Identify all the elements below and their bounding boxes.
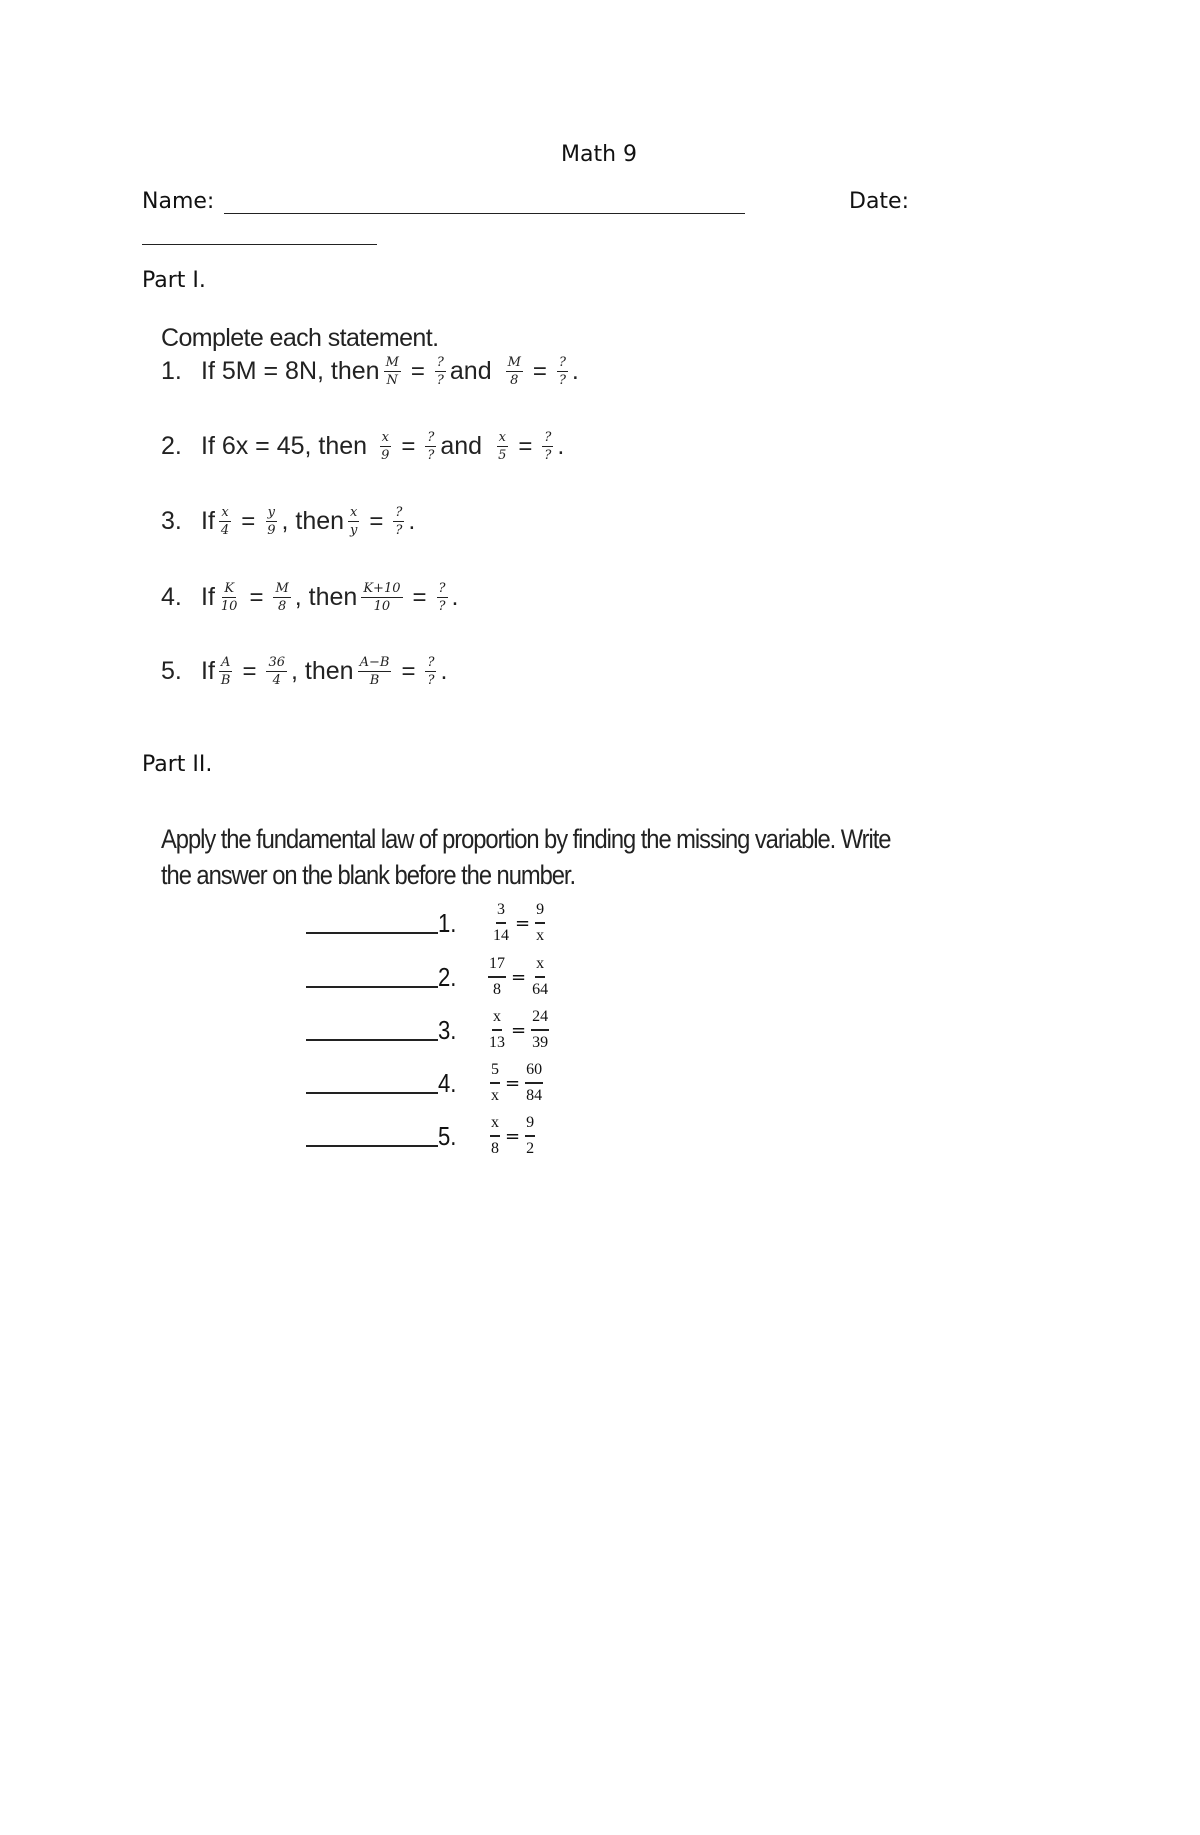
fraction-denominator: 10 [220, 599, 238, 614]
fraction [492, 901, 510, 945]
fraction-denominator: ? [544, 448, 552, 463]
statement-number: 4. [161, 583, 182, 611]
fraction-numerator: A [220, 655, 231, 670]
equals-sign: = [241, 507, 256, 535]
fraction-denominator: 8 [277, 599, 287, 614]
equals-sign: = [511, 1019, 527, 1041]
fraction [379, 431, 391, 462]
fraction-numerator: x [490, 1114, 500, 1137]
fraction-denominator: 2 [526, 1140, 535, 1157]
problem-number: 5. [438, 1120, 457, 1151]
fraction [525, 1114, 535, 1158]
fraction-denominator: N [386, 373, 398, 388]
statement-text: If [201, 507, 215, 535]
fraction-numerator: A−B [359, 655, 390, 670]
statement-text: If [201, 657, 215, 685]
fraction [506, 356, 523, 387]
fraction [384, 356, 401, 387]
statement-text: If 5M = 8N, then [201, 357, 380, 385]
part1-heading: Part I. [142, 268, 206, 293]
fraction-numerator: 17 [488, 955, 506, 978]
name-label: Name: [142, 189, 215, 214]
statement-text: and [440, 432, 483, 460]
fraction [219, 656, 233, 687]
fraction-numerator: x [535, 955, 545, 978]
fraction-numerator: x [381, 430, 389, 445]
statement-number: 1. [161, 357, 182, 385]
statement-number: 2. [161, 432, 182, 460]
fraction-numerator: ? [544, 430, 552, 445]
answer-blank[interactable] [306, 1092, 438, 1094]
equals-sign: = [369, 507, 384, 535]
fraction-numerator: 3 [496, 901, 506, 924]
fraction-denominator: 64 [532, 981, 549, 998]
statement-period: . [440, 657, 448, 685]
fraction [273, 582, 290, 613]
equals-sign: = [249, 583, 264, 611]
fraction-denominator: ? [395, 523, 403, 538]
problem-number: 2. [438, 961, 457, 992]
fraction-denominator: x [536, 927, 545, 944]
fraction [525, 1061, 543, 1105]
fraction-numerator: 36 [268, 655, 286, 670]
fraction-numerator: y [267, 505, 276, 520]
statement-text: If [201, 583, 215, 611]
equals-sign: = [515, 912, 531, 934]
fraction-denominator: ? [427, 448, 435, 463]
problem-number: 4. [438, 1067, 457, 1098]
fraction-numerator: 5 [490, 1061, 500, 1084]
statement-number: 3. [161, 507, 182, 535]
statement-text: , then [294, 583, 358, 611]
proportion-row [306, 1108, 538, 1164]
fraction-denominator: ? [558, 373, 566, 388]
fraction [531, 955, 549, 999]
proportion-row [306, 895, 548, 951]
fraction [435, 356, 446, 387]
statement-row [161, 582, 458, 613]
part2-heading: Part II. [142, 752, 213, 777]
proportion-row [306, 1055, 546, 1111]
fraction [488, 1008, 506, 1052]
equals-sign: = [532, 357, 547, 385]
proportion-row [306, 949, 552, 1005]
answer-blank[interactable] [306, 1145, 438, 1147]
fraction-denominator: 8 [493, 981, 501, 998]
fraction [488, 955, 506, 999]
statement-text: , then [281, 507, 345, 535]
fraction [557, 356, 568, 387]
fraction-denominator: 8 [510, 373, 519, 388]
part2-instruction-line1: Apply the fundamental law of proportion by finding the missing variable. Write [161, 824, 891, 854]
fraction-denominator: 9 [381, 448, 390, 463]
answer-blank[interactable] [306, 1039, 438, 1041]
fraction-denominator: 4 [272, 673, 281, 688]
fraction-denominator: 9 [267, 523, 276, 538]
fraction-denominator: y [350, 523, 358, 538]
part2-instruction-line2: the answer on the blank before the number. [161, 860, 575, 890]
fraction-numerator: 24 [531, 1008, 549, 1031]
fraction-denominator: ? [436, 373, 444, 388]
fraction-numerator: ? [436, 355, 444, 370]
fraction-numerator: x [350, 505, 358, 520]
fraction [266, 656, 287, 687]
statement-number: 5. [161, 657, 182, 685]
fraction [393, 506, 404, 537]
equals-sign: = [242, 657, 257, 685]
fraction [348, 506, 359, 537]
statement-text: and [449, 357, 492, 385]
statement-row [161, 656, 447, 687]
date-label: Date: [849, 189, 909, 214]
fraction-numerator: 9 [535, 901, 545, 924]
fraction [219, 506, 231, 537]
fraction-denominator: 84 [526, 1087, 543, 1104]
equals-sign: = [511, 966, 527, 988]
fraction-denominator: ? [427, 673, 435, 688]
statement-row [161, 431, 564, 462]
fraction [490, 1061, 500, 1105]
fraction-denominator: x [491, 1087, 499, 1104]
fraction-numerator: ? [427, 655, 435, 670]
fraction [490, 1114, 500, 1158]
proportion-row [306, 1002, 552, 1058]
answer-blank[interactable] [306, 986, 438, 988]
name-blank[interactable] [224, 213, 745, 214]
fraction-numerator: 9 [525, 1114, 535, 1137]
fraction [361, 582, 402, 613]
fraction [437, 582, 448, 613]
fraction [219, 582, 240, 613]
fraction-denominator: 39 [532, 1034, 549, 1051]
statement-period: . [451, 583, 459, 611]
fraction-numerator: ? [558, 355, 566, 370]
fraction-numerator: x [498, 430, 506, 445]
fraction-denominator: B [220, 673, 231, 688]
equals-sign: = [410, 357, 425, 385]
problem-number: 1. [438, 907, 457, 938]
equals-sign: = [401, 432, 416, 460]
statement-period: . [571, 357, 579, 385]
statement-row [161, 356, 579, 387]
fraction-denominator: 5 [498, 448, 507, 463]
fraction-numerator: M [507, 355, 521, 370]
fraction-numerator: ? [438, 581, 446, 596]
problem-number: 3. [438, 1014, 457, 1045]
fraction-numerator: 60 [525, 1061, 543, 1084]
answer-blank[interactable] [306, 932, 438, 934]
equals-sign: = [401, 657, 416, 685]
statement-text: , then [291, 657, 354, 685]
statement-row [161, 506, 415, 537]
equals-sign: = [505, 1072, 521, 1094]
fraction [425, 431, 436, 462]
fraction-denominator: 4 [220, 523, 230, 538]
fraction-numerator: x [221, 505, 229, 520]
equals-sign: = [518, 432, 533, 460]
page-title: Math 9 [561, 142, 638, 167]
fraction-numerator: M [385, 355, 399, 370]
equals-sign: = [412, 583, 427, 611]
fraction [542, 431, 553, 462]
fraction [531, 1008, 549, 1052]
fraction-numerator: ? [427, 430, 435, 445]
fraction-numerator: K+10 [363, 581, 401, 596]
fraction [265, 506, 277, 537]
date-blank[interactable] [142, 244, 377, 245]
equals-sign: = [505, 1125, 521, 1147]
fraction-denominator: 10 [373, 599, 391, 614]
statement-period: . [408, 507, 416, 535]
statement-period: . [557, 432, 565, 460]
fraction [535, 901, 545, 945]
fraction-denominator: 13 [489, 1034, 505, 1051]
fraction-denominator: 8 [491, 1140, 499, 1157]
statement-text: If 6x = 45, then [201, 432, 368, 460]
fraction-numerator: x [492, 1008, 502, 1031]
fraction-numerator: M [275, 581, 289, 596]
fraction-numerator: ? [395, 505, 403, 520]
fraction-denominator: B [369, 673, 380, 688]
fraction [496, 431, 508, 462]
fraction-numerator: K [224, 581, 235, 596]
fraction-denominator: ? [438, 599, 446, 614]
fraction [425, 656, 436, 687]
fraction [358, 656, 392, 687]
part1-instruction: Complete each statement. [161, 324, 439, 352]
fraction-denominator: 14 [493, 927, 509, 944]
